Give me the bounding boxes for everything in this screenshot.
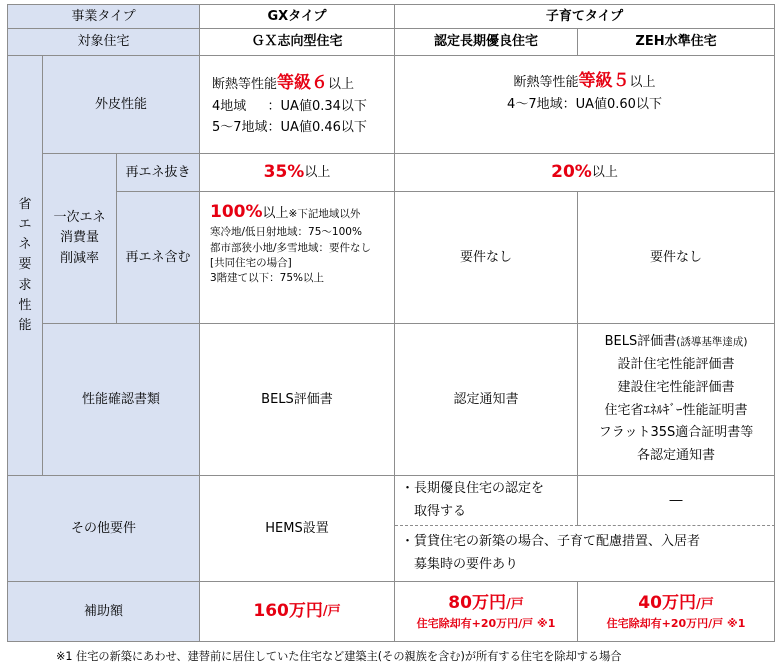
group-char: 求 <box>18 277 32 293</box>
subsidy-amount-label <box>7 582 200 642</box>
performance-docs-text: 性能確認書類 <box>81 391 160 407</box>
group-char: 要 <box>18 257 32 273</box>
long-life-incl-cell <box>395 192 578 324</box>
gx-house-header <box>200 29 395 56</box>
group-char: 能 <box>18 317 32 333</box>
child-type-header <box>395 4 775 29</box>
business-type-header <box>7 4 200 29</box>
zeh-incl-cell <box>578 192 775 324</box>
gx-docs-cell <box>200 324 395 476</box>
primary-label-line: 消費量 <box>59 230 99 246</box>
child-excl-value: 20% <box>551 162 592 183</box>
envelope-grade: 等級６ <box>277 73 329 94</box>
child-envelope-cell <box>395 56 775 154</box>
gx-incl-line: [共同住宅の場合] <box>210 256 292 269</box>
long-life-subsidy-amount: 80万円 <box>448 592 506 613</box>
energy-requirement-group-label <box>7 56 43 476</box>
long-life-subsidy-line <box>448 591 523 617</box>
business-type-label: 事業タイプ <box>71 8 136 24</box>
child-type-label: 子育てタイプ <box>545 8 624 24</box>
gx-other-text: HEMS設置 <box>265 520 329 536</box>
zeh-subsidy-unit: /戸 <box>695 596 714 612</box>
child-other-line: 募集時の要件あり <box>401 556 519 572</box>
long-life-other-line: ・長期優良住宅の認定を <box>401 480 545 496</box>
zeh-docs-first <box>605 331 748 354</box>
gx-subsidy-amount: 160万円 <box>253 601 323 622</box>
target-house-header <box>7 29 200 56</box>
gx-house-label: ＧＸ志向型住宅 <box>251 34 343 50</box>
target-house-label: 対象住宅 <box>77 34 130 50</box>
gx-type-label: GXタイプ <box>267 8 327 24</box>
gx-incl-value: 100% <box>210 202 263 222</box>
zeh-docs-bels-note: (誘導基準達成) <box>676 336 748 349</box>
gx-incl-cell <box>200 192 395 324</box>
renewable-excluded-label <box>117 154 200 192</box>
long-life-subsidy-unit: /戸 <box>505 596 524 612</box>
child-envelope-line2: 4～7地域：UA値0.60以下 <box>507 97 662 113</box>
subsidy-requirements-table <box>7 4 775 642</box>
zeh-incl-text: 要件なし <box>649 249 702 265</box>
envelope-prefix: 断熱等性能 <box>212 77 278 93</box>
envelope-label-text: 外皮性能 <box>94 96 147 112</box>
zeh-docs-cell <box>578 324 775 476</box>
gx-excl-value: 35% <box>263 162 305 183</box>
renewable-excluded-text: 再エネ抜き <box>125 164 191 180</box>
group-char: 省 <box>18 197 32 212</box>
gx-envelope-line3: 5～7地域：UA値0.46以下 <box>212 120 367 136</box>
long-life-incl-text: 要件なし <box>459 249 512 265</box>
gx-excl-cell <box>200 154 395 192</box>
zeh-docs-line: フラット35S適合証明書等 <box>598 425 754 441</box>
child-envelope-line1 <box>513 68 655 95</box>
zeh-docs-line: 建設住宅性能評価書 <box>617 379 735 395</box>
other-requirements-label <box>7 476 200 582</box>
gx-incl-line: 寒冷地/低日射地域：75～100% <box>210 226 362 239</box>
gx-incl-line: 3階建て以下：75%以上 <box>210 272 325 285</box>
gx-incl-line: 都市部狭小地/多雪地域：要件なし <box>210 241 372 254</box>
child-other-line: ・賃貸住宅の新築の場合、子育て配慮措置、入居者 <box>401 533 701 549</box>
gx-type-header <box>200 4 395 29</box>
zeh-subsidy-line <box>638 591 713 617</box>
primary-energy-label <box>43 154 117 324</box>
envelope-suffix: 以上 <box>629 75 656 90</box>
zeh-house-header <box>578 29 775 56</box>
other-requirements-text: その他要件 <box>70 520 136 536</box>
gx-docs-text: BELS評価書 <box>261 391 333 407</box>
long-life-subsidy-note: 住宅除却有+20万円/戸 ※1 <box>416 617 556 630</box>
child-excl-cell <box>395 154 775 192</box>
long-life-subsidy-cell <box>395 582 578 642</box>
gx-envelope-cell <box>200 56 395 154</box>
envelope-suffix: 以上 <box>328 77 355 93</box>
envelope-performance-label <box>43 56 200 154</box>
long-life-docs-text: 認定通知書 <box>453 391 519 407</box>
zeh-subsidy-note: 住宅除却有+20万円/戸 ※1 <box>606 617 746 630</box>
renewable-included-label <box>117 192 200 324</box>
zeh-subsidy-amount: 40万円 <box>638 592 696 613</box>
subsidy-amount-text: 補助額 <box>83 603 123 619</box>
group-char: ネ <box>18 237 32 253</box>
child-excl-suffix: 以上 <box>591 164 618 180</box>
group-char: 性 <box>18 297 32 313</box>
envelope-grade: 等級５ <box>578 71 630 91</box>
gx-incl-headline <box>210 202 360 222</box>
gx-incl-suffix: 以上 <box>262 206 289 221</box>
renewable-included-text: 再エネ含む <box>125 249 191 265</box>
zeh-other-cell <box>578 476 775 526</box>
envelope-prefix: 断熱等性能 <box>513 75 579 90</box>
long-life-other-cell <box>395 476 578 526</box>
zeh-other-dash: ― <box>669 492 683 508</box>
zeh-docs-line: 各認定通知書 <box>636 448 715 463</box>
gx-other-cell <box>200 476 395 582</box>
footnote: ※1 住宅の新築にあわせ、建替前に居住していた住宅など建築主(その親族を含む)が所有する住宅を除却する場合 <box>56 650 622 663</box>
group-char: エ <box>18 217 32 233</box>
child-other-cell <box>395 526 775 582</box>
zeh-house-label: ZEH水準住宅 <box>635 34 717 50</box>
primary-label-line: 一次エネ <box>53 210 106 226</box>
zeh-docs-line: 設計住宅性能評価書 <box>617 357 735 372</box>
gx-subsidy-unit: /戸 <box>322 603 341 619</box>
zeh-docs-line: 住宅省ｴﾈﾙｷﾞｰ性能証明書 <box>604 402 748 418</box>
primary-label-line: 削減率 <box>59 250 99 266</box>
performance-docs-label <box>43 324 200 476</box>
zeh-docs-bels: BELS評価書 <box>604 334 677 350</box>
long-life-house-header <box>395 29 578 56</box>
gx-excl-suffix: 以上 <box>304 164 331 180</box>
long-life-house-label: 認定長期優良住宅 <box>433 34 538 50</box>
gx-incl-note: ※下記地域以外 <box>288 208 361 220</box>
gx-envelope-line1 <box>212 70 354 97</box>
gx-subsidy-cell <box>200 582 395 642</box>
long-life-docs-cell <box>395 324 578 476</box>
long-life-other-line: 取得する <box>401 503 467 519</box>
zeh-subsidy-cell <box>578 582 775 642</box>
gx-envelope-line2: 4地域 ：UA値0.34以下 <box>212 99 367 115</box>
